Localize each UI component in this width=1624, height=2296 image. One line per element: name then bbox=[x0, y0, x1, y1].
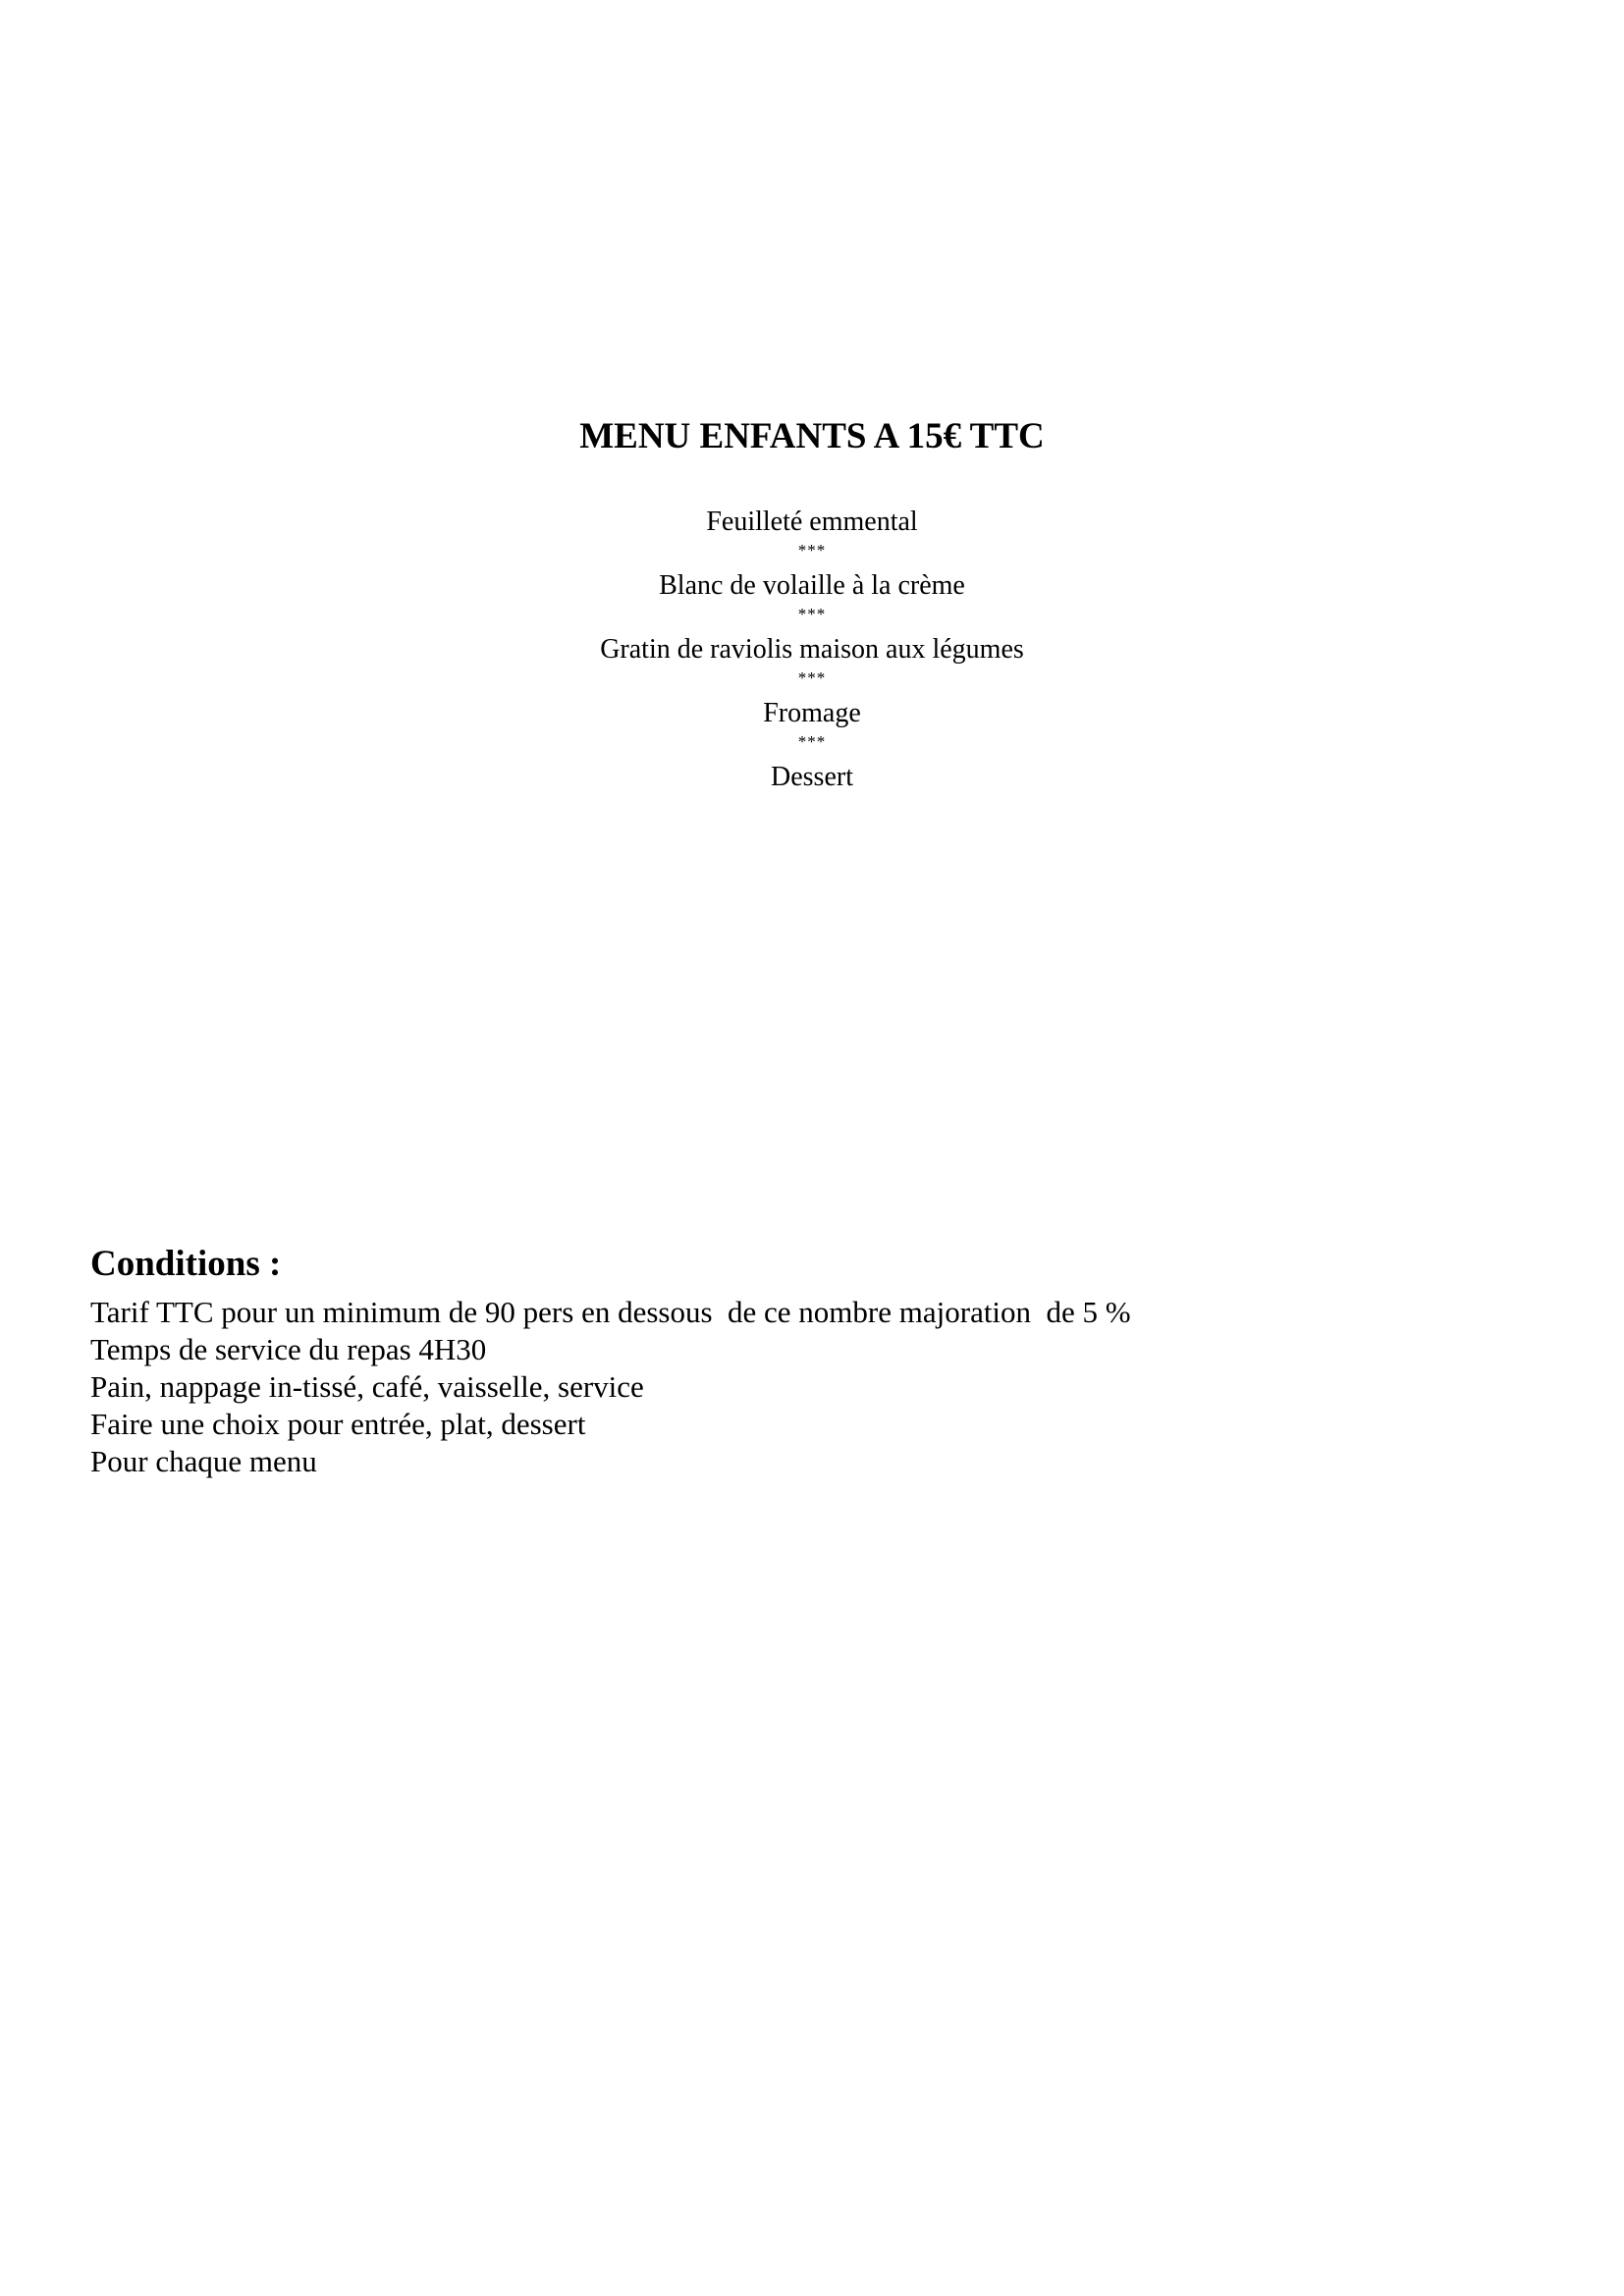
menu-item-plat: Blanc de volaille à la crème bbox=[659, 570, 965, 601]
conditions-heading: Conditions : bbox=[90, 1244, 282, 1284]
conditions-list bbox=[90, 1294, 1514, 1480]
condition-temps-service: Temps de service du repas 4H30 bbox=[90, 1332, 487, 1366]
menu-separator bbox=[0, 729, 1624, 762]
condition-par-menu: Pour chaque menu bbox=[90, 1444, 317, 1478]
condition-tarif: Tarif TTC pour un minimum de 90 pers en dessous de ce nombre majoration de 5 % bbox=[90, 1295, 1131, 1329]
menu-separator bbox=[0, 602, 1624, 634]
menu-separator bbox=[0, 666, 1624, 698]
menu-item-entree: Feuilleté emmental bbox=[706, 507, 918, 537]
separator-text: *** bbox=[797, 605, 827, 623]
menu-separator bbox=[0, 538, 1624, 570]
menu-item-fromage: Fromage bbox=[763, 698, 861, 728]
separator-text: *** bbox=[797, 732, 827, 751]
condition-inclus: Pain, nappage in-tissé, café, vaisselle, service bbox=[90, 1369, 644, 1404]
separator-text: *** bbox=[797, 541, 827, 560]
menu-list bbox=[0, 507, 1624, 793]
separator-text: *** bbox=[797, 668, 827, 687]
menu-title: MENU ENFANTS A 15€ TTC bbox=[579, 416, 1045, 456]
menu-item-accompagnement: Gratin de raviolis maison aux légumes bbox=[600, 634, 1024, 665]
condition-choix: Faire une choix pour entrée, plat, dessert bbox=[90, 1407, 586, 1441]
menu-item-dessert: Dessert bbox=[771, 762, 853, 792]
